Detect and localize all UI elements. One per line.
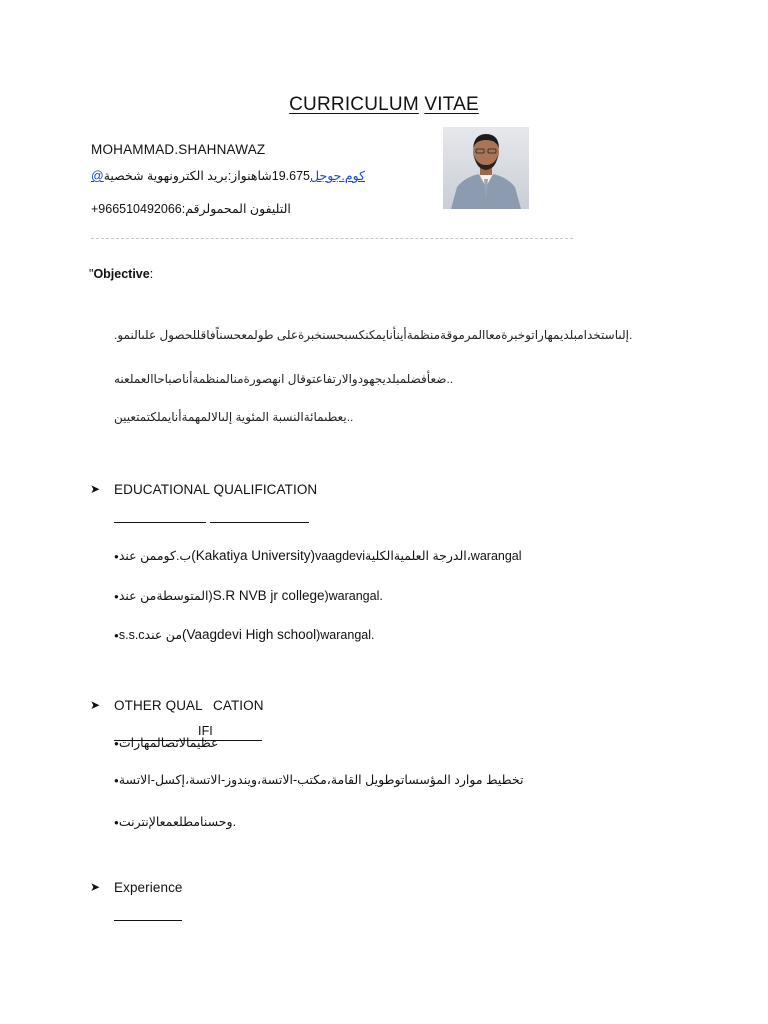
education-item: [114, 548, 522, 563]
objective-line-1: .إلىاستخدامبلديمهاراتوخبرةمعاالمرموقةمنظمةأينأنايمكنكسبحسنخبرةعلى طولمعحسناًفاقللحصول علىالنمو.: [114, 328, 633, 342]
email-line: [91, 168, 365, 183]
other-heading-part-1: OTHER QUAL: [114, 698, 203, 713]
education-item-ar-before: المتوسطةمن عند): [118, 589, 213, 603]
education-item-institution: S.R NVB jr college: [212, 588, 325, 603]
arrowhead-icon: ➤: [90, 698, 101, 712]
title-part-1: CURRICULUM: [289, 94, 419, 115]
bullet-icon: ●: [114, 739, 119, 749]
objective-line-3: يعطىمائةالنسبة المئوية إلىالالمهمةأنايملكتمتعيين..: [114, 410, 354, 424]
other-heading-part-2: CATION: [213, 698, 264, 713]
page-title: [0, 94, 768, 116]
experience-underline: [114, 920, 182, 921]
education-item-ar-after: )warangal.: [316, 628, 375, 642]
other-item: [114, 735, 219, 750]
arrowhead-icon: ➤: [90, 880, 101, 894]
arrowhead-icon: ➤: [90, 482, 101, 496]
bullet-icon: ●: [114, 818, 119, 828]
education-heading: EDUCATIONAL QUALIFICATION: [114, 482, 318, 497]
other-item: [114, 814, 236, 829]
other-item-text: عظيمالاتصالمهارات: [118, 736, 219, 750]
title-part-2: VITAE: [424, 94, 479, 115]
bullet-icon: ●: [114, 592, 119, 602]
education-item: [114, 588, 383, 603]
education-underline-2: [210, 522, 309, 523]
experience-heading: Experience: [114, 880, 183, 895]
other-item-text: تخطيط موارد المؤسساتوطويل القامة،مكتب-الاتسة،ويندوز-الاتسة،إكسل-الاتسة: [118, 773, 524, 787]
objective-label: Objective: [93, 267, 150, 281]
education-item-ar-before: ب.كوممن عند: [118, 549, 192, 563]
objective-heading: "Objective:: [89, 267, 154, 281]
profile-photo: [443, 127, 529, 209]
education-item-institution: (Vaagdevi High school: [182, 627, 317, 642]
objective-line-2: ضعأفضلمبلديجهودوالارتفاعتوقال انهصورةمنالمنظمةأناصباحاالعملعنه..: [114, 372, 454, 386]
phone-line: +966510492066:التليفون المحمولرقم: [91, 202, 291, 216]
other-heading-overflow: IFI: [198, 724, 213, 738]
education-item-institution: (Kakatiya University): [191, 548, 315, 563]
education-item-ar-before: s.s.cمن عند: [118, 628, 183, 642]
education-item-ar-after: vaagdeviالدرجة العلميةالكلية،warangal: [314, 549, 522, 563]
email-label: 19.675شاهنواز:بريد الكترونهوية شخصية: [103, 169, 311, 183]
education-item: [114, 627, 374, 642]
profile-photo-icon: [443, 127, 529, 209]
education-item-ar-after: )warangal.: [324, 589, 383, 603]
separator-line: [91, 238, 573, 239]
other-item-text: وحسنامطلعمعالإنترنت.: [118, 815, 237, 829]
bullet-icon: ●: [114, 776, 119, 786]
candidate-name: MOHAMMAD.SHAHNAWAZ: [91, 142, 266, 157]
education-underline-1: [114, 522, 206, 523]
bullet-icon: ●: [114, 552, 119, 562]
email-link[interactable]: @كوم.جوجل: [91, 169, 366, 183]
other-item: [114, 772, 523, 787]
bullet-icon: ●: [114, 631, 119, 641]
